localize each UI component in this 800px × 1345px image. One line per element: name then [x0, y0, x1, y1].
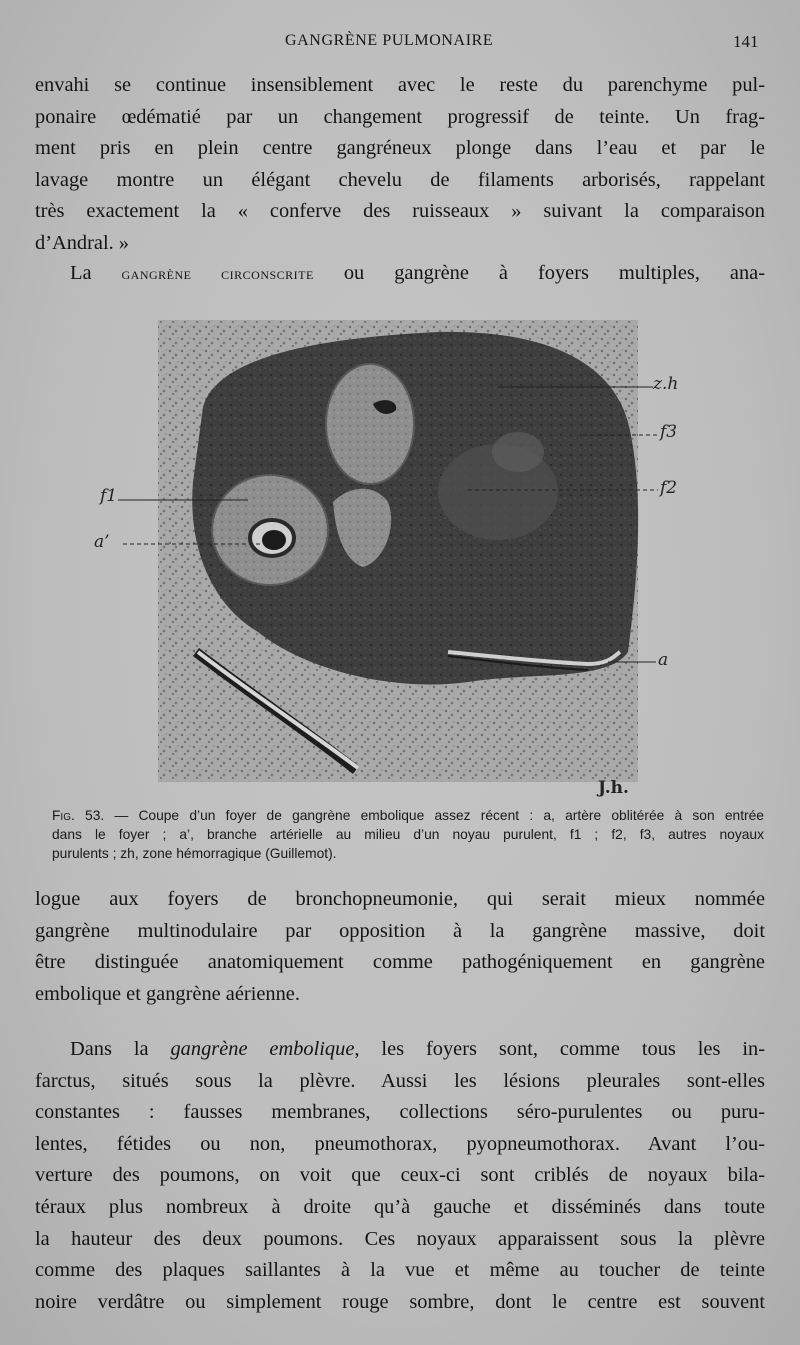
- paragraph-4: [35, 1034, 765, 1318]
- caption-line: dans le foyer ; a’, branche artérielle au milieu d’un noyau purulent, f1 ; f2, f3, autres noyaux: [52, 827, 764, 842]
- text-line: lentes, fétides ou non, pneumothorax, pyopneumothorax. Avant l’ou-: [35, 1132, 765, 1155]
- text-line: lavage montre un élégant chevelu de filaments arborisés, rappelant: [35, 168, 765, 191]
- running-title: GANGRÈNE PULMONAIRE: [285, 32, 494, 49]
- figure-number: Fig. 53.: [52, 808, 105, 823]
- text-line: farctus, situés sous la plèvre. Aussi les lésions pleurales sont-elles: [35, 1069, 765, 1092]
- caption-line: purulents ; zh, zone hémorragique (Guillemot).: [52, 846, 337, 861]
- label-a: a: [658, 650, 669, 670]
- text-line: logue aux foyers de bronchopneumonie, qui serait mieux nommée: [35, 888, 765, 910]
- text-run: , les foyers sont, comme tous les in-: [354, 1038, 765, 1060]
- text-line: être distinguée anatomiquement comme pathogéniquement en gangrène: [35, 951, 765, 974]
- purulent-nodule-upper: [326, 364, 414, 484]
- text-line: gangrène multinodulaire par opposition à la gangrène massive, doit: [35, 919, 765, 942]
- paragraph-2: [35, 258, 765, 290]
- text-line: envahi se continue insensiblement avec le reste du parenchyme pul-: [35, 74, 765, 96]
- small-caps-term: gangrène circonscrite: [121, 264, 314, 283]
- page-number: 141: [733, 32, 759, 51]
- text-line: d’Andral. »: [35, 231, 129, 254]
- text-line: la hauteur des deux poumons. Ces noyaux apparaissent sous la plèvre: [35, 1227, 765, 1250]
- lung-section-illustration: [108, 312, 688, 802]
- text-line: noire verdâtre ou simplement rouge sombre, dont le centre est souvent: [35, 1290, 765, 1313]
- text-line: comme des plaques saillantes à la vue et même au toucher de teinte: [35, 1259, 765, 1282]
- label-f2: f2: [660, 478, 678, 498]
- text-line: [35, 1034, 765, 1066]
- text-line: très exactement la « conferve des ruisseaux » suivant la comparaison: [35, 200, 765, 223]
- histology-figure: [94, 312, 688, 802]
- paragraph-3: [35, 884, 765, 1010]
- text-run: Dans la: [70, 1038, 171, 1060]
- label-a-prime: a’: [94, 532, 110, 552]
- text-line: ponaire œdématié par un changement progressif de teinte. Un frag-: [35, 105, 765, 128]
- label-f1: f1: [100, 486, 118, 506]
- caption-line: [52, 806, 764, 825]
- label-zh: z.h: [653, 374, 679, 394]
- figure-caption: [52, 806, 764, 863]
- text-run: ou gangrène à foyers multiples, ana-: [313, 262, 765, 284]
- text-line: verture des poumons, on voit que ceux-ci sont criblés de noyaux bila-: [35, 1164, 765, 1187]
- label-f3: f3: [660, 422, 678, 442]
- text-run: La: [70, 262, 122, 284]
- paragraph-1: [35, 70, 765, 260]
- text-line: téraux plus nombreux à droite qu’à gauche et disséminés dans toute: [35, 1195, 765, 1218]
- purulent-nodule-f3: [492, 432, 544, 472]
- caption-text: — Coupe d’un foyer de gangrène embolique assez récent : a, artère oblitérée à son entrée: [104, 808, 764, 823]
- running-head: [0, 32, 800, 56]
- text-line: embolique et gangrène aérienne.: [35, 982, 300, 1005]
- artery-lumen: [262, 530, 286, 550]
- text-line: constantes : fausses membranes, collections séro-purulentes ou puru-: [35, 1101, 765, 1124]
- text-line: [35, 258, 765, 290]
- italic-term: gangrène embolique: [170, 1038, 355, 1060]
- text-line: ment pris en plein centre gangréneux plonge dans l’eau et par le: [35, 137, 765, 160]
- artist-signature: J.h.: [598, 778, 629, 798]
